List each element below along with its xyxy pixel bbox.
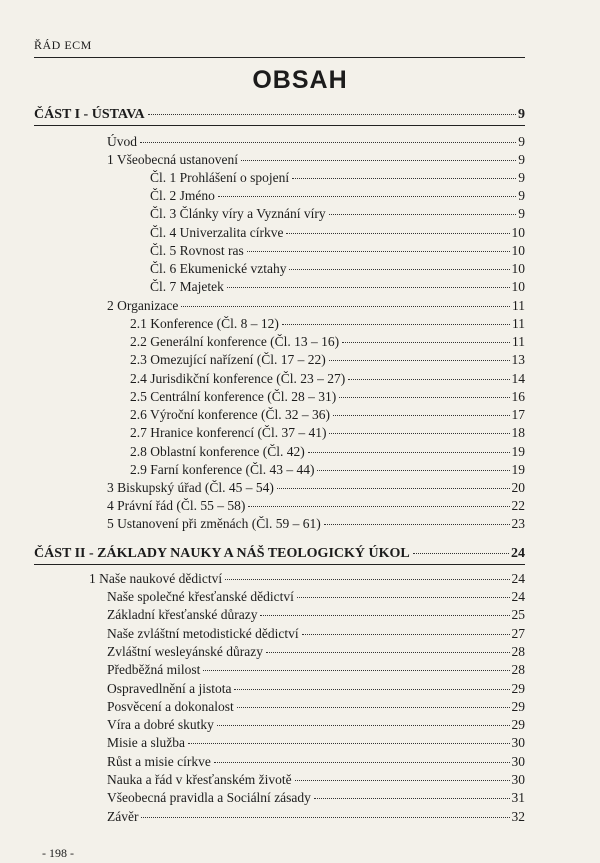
toc-entry [107, 734, 525, 752]
toc-page-number: 13 [511, 352, 525, 367]
toc-page-number: 11 [512, 316, 525, 331]
toc-page-number: 10 [511, 243, 525, 258]
toc-page-number: 11 [512, 298, 525, 313]
toc-entry [150, 169, 525, 187]
dot-leader [413, 553, 509, 554]
toc-part-heading [34, 106, 525, 124]
toc-entry [130, 424, 525, 442]
toc-entry-label: 2.5 Centrální konference (Čl. 28 – 31) [130, 389, 337, 404]
toc-entry-label: 3 Biskupský úřad (Čl. 45 – 54) [107, 480, 274, 495]
toc-entry-label: 2.4 Jurisdikční konference (Čl. 23 – 27) [130, 371, 346, 386]
toc-entry-label: 2.8 Oblastní konference (Čl. 42) [130, 444, 305, 459]
dot-leader [286, 233, 509, 234]
page-number: - 198 - [42, 846, 74, 860]
part-rule [34, 125, 525, 126]
toc-entry [130, 315, 525, 333]
toc-entry [107, 133, 525, 151]
toc-entry-label: Všeobecná pravidla a Sociální zásady [107, 790, 311, 805]
toc-entry [107, 151, 525, 169]
toc-page-number: 22 [511, 498, 525, 513]
dot-leader [292, 178, 516, 179]
toc-entry [107, 716, 525, 734]
toc-entry [107, 515, 525, 533]
dot-leader [333, 415, 510, 416]
toc-entry [150, 205, 525, 223]
toc-entry-label: Ospravedlnění a jistota [107, 681, 232, 696]
dot-leader [302, 634, 510, 635]
toc-entry-label: Čl. 3 Články víry a Vyznání víry [150, 206, 326, 221]
toc-page-number: 29 [511, 681, 525, 696]
toc-entry [107, 698, 525, 716]
dot-leader [317, 470, 509, 471]
dot-leader [329, 360, 510, 361]
toc-page-number: 29 [511, 699, 525, 714]
toc-entry-label: 2.3 Omezující nařízení (Čl. 17 – 22) [130, 352, 326, 367]
toc-part-heading [34, 545, 525, 563]
dot-leader [289, 269, 509, 270]
dot-leader [277, 488, 510, 489]
toc-entry-label: Nauka a řád v křesťanském životě [107, 772, 292, 787]
toc-entry-label: Zvláštní wesleyánské důrazy [107, 644, 263, 659]
dot-leader [141, 817, 509, 818]
toc-page-number: 10 [511, 279, 525, 294]
toc-entry-label: 2 Organizace [107, 298, 179, 313]
toc-entry [107, 625, 525, 643]
toc-page-number: 20 [511, 480, 525, 495]
dot-leader [214, 762, 510, 763]
dot-leader [181, 306, 510, 307]
dot-leader [140, 142, 516, 143]
toc-page-number: 9 [518, 152, 525, 167]
toc-entry-label: 2.6 Výroční konference (Čl. 32 – 36) [130, 407, 330, 422]
toc-page-number: 14 [511, 371, 525, 386]
toc-page-number: 28 [511, 644, 525, 659]
toc-page-number: 25 [511, 607, 525, 622]
toc-page-number: 30 [511, 772, 525, 787]
toc-entry-label: Čl. 7 Majetek [150, 279, 224, 294]
toc-entry [107, 479, 525, 497]
toc-page-number: 19 [511, 462, 525, 477]
dot-leader [297, 597, 510, 598]
toc-entry-label: 5 Ustanovení při změnách (Čl. 59 – 61) [107, 516, 321, 531]
toc-entry-label: Čl. 1 Prohlášení o spojení [150, 170, 290, 185]
toc-entry-label: 1 Všeobecná ustanovení [107, 152, 238, 167]
toc-entry [107, 643, 525, 661]
toc-page-number: 31 [511, 790, 525, 805]
dot-leader [203, 670, 509, 671]
toc-entry [130, 406, 525, 424]
toc-entry-label: 2.7 Hranice konferencí (Čl. 37 – 41) [130, 425, 327, 440]
toc-page-number: 9 [518, 206, 525, 221]
toc-entry-label: ČÁST II - ZÁKLADY NAUKY A NÁŠ TEOLOGICKÝ ÚKOL [34, 546, 410, 561]
toc-page-number: 16 [511, 389, 525, 404]
toc-page-number: 24 [511, 571, 525, 586]
toc-entry [107, 753, 525, 771]
dot-leader [247, 251, 510, 252]
dot-leader [227, 287, 510, 288]
toc-entry-label: 4 Právní řád (Čl. 55 – 58) [107, 498, 246, 513]
toc-entry [107, 661, 525, 679]
running-head: ŘÁD ECM [34, 38, 92, 52]
toc-entry-label: Naše společné křesťanské dědictví [107, 589, 294, 604]
dot-leader [148, 114, 516, 115]
dot-leader [295, 780, 510, 781]
toc-entry [107, 680, 525, 698]
toc-page-number: 27 [511, 626, 525, 641]
toc-entry-label: ČÁST I - ÚSTAVA [34, 107, 145, 122]
toc-entry-label: 2.2 Generální konference (Čl. 13 – 16) [130, 334, 340, 349]
toc-entry-label: 2.9 Farní konference (Čl. 43 – 44) [130, 462, 315, 477]
toc-entry [107, 588, 525, 606]
toc-entry [107, 808, 525, 826]
toc-entry [130, 351, 525, 369]
toc-entry-label: Naše zvláštní metodistické dědictví [107, 626, 299, 641]
toc-entry-label: Předběžná milost [107, 662, 201, 677]
toc-entry-label: Čl. 2 Jméno [150, 188, 215, 203]
toc-page-number: 9 [518, 188, 525, 203]
toc-entry-label: Posvěcení a dokonalost [107, 699, 234, 714]
toc-page-number: 9 [518, 134, 525, 149]
toc-page-number: 18 [511, 425, 525, 440]
dot-leader [329, 433, 509, 434]
toc-entry [89, 570, 525, 588]
toc-entry [107, 789, 525, 807]
toc-entry-label: 1 Naše naukové dědictví [89, 571, 223, 586]
toc-entry-label: Základní křesťanské důrazy [107, 607, 258, 622]
toc-page-number: 30 [511, 735, 525, 750]
dot-leader [248, 506, 509, 507]
toc-entry [107, 771, 525, 789]
toc-entry [107, 606, 525, 624]
toc-page-number: 10 [511, 225, 525, 240]
toc-entry [150, 224, 525, 242]
toc-entry-label: Závěr [107, 809, 139, 824]
toc-page-number: 24 [511, 589, 525, 604]
toc-page-number: 9 [518, 170, 525, 185]
toc-page-number: 17 [511, 407, 525, 422]
toc-page-number: 11 [512, 334, 525, 349]
dot-leader [218, 196, 516, 197]
toc-entry-label: Růst a misie církve [107, 754, 211, 769]
toc-entry-label: Čl. 5 Rovnost ras [150, 243, 244, 258]
toc-page-number: 30 [511, 754, 525, 769]
dot-leader [188, 743, 510, 744]
toc-entry-label: Čl. 4 Univerzalita církve [150, 225, 284, 240]
toc-entry [107, 297, 525, 315]
toc-entry [130, 388, 525, 406]
toc-entry [130, 443, 525, 461]
toc-entry-label: Misie a služba [107, 735, 185, 750]
toc-page-number: 28 [511, 662, 525, 677]
toc-page-number: 29 [511, 717, 525, 732]
toc-entry [130, 370, 525, 388]
toc-entry-label: Čl. 6 Ekumenické vztahy [150, 261, 287, 276]
toc-entry [107, 497, 525, 515]
toc-entry [130, 333, 525, 351]
toc-entry [150, 187, 525, 205]
toc-entry [150, 242, 525, 260]
dot-leader [348, 379, 509, 380]
toc-entry [130, 461, 525, 479]
dot-leader [314, 798, 510, 799]
toc-page-number: 9 [518, 107, 525, 122]
dot-leader [282, 324, 510, 325]
dot-leader [237, 707, 510, 708]
dot-leader [217, 725, 510, 726]
dot-leader [260, 615, 509, 616]
toc-entry-label: Víra a dobré skutky [107, 717, 214, 732]
toc-page-number: 24 [511, 546, 525, 561]
toc-page-number: 32 [511, 809, 525, 824]
part-rule [34, 564, 525, 565]
dot-leader [234, 689, 509, 690]
dot-leader [266, 652, 510, 653]
toc-page-number: 10 [511, 261, 525, 276]
toc-entry-label: Úvod [107, 134, 137, 149]
dot-leader [225, 579, 509, 580]
dot-leader [241, 160, 516, 161]
dot-leader [329, 214, 517, 215]
dot-leader [308, 452, 510, 453]
dot-leader [324, 524, 510, 525]
toc-entry-label: 2.1 Konference (Čl. 8 – 12) [130, 316, 279, 331]
toc-entry [150, 278, 525, 296]
toc-page-number: 23 [511, 516, 525, 531]
dot-leader [339, 397, 509, 398]
toc-entry [150, 260, 525, 278]
dot-leader [342, 342, 510, 343]
page-title: OBSAH [252, 66, 348, 94]
toc-page-number: 19 [511, 444, 525, 459]
